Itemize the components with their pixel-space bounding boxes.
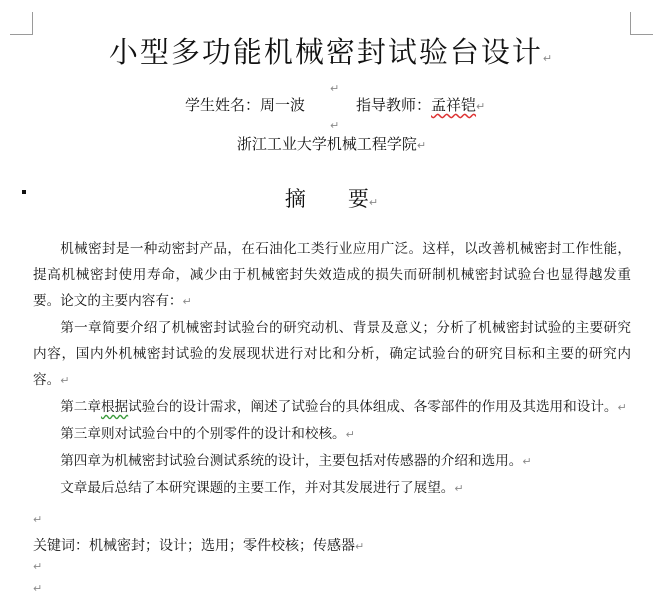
abstract-paragraph[interactable] [33, 236, 631, 315]
paragraph-mark: ↵ [355, 540, 365, 553]
paragraph-text: 文章最后总结了本研究课题的主要工作，并对其发展进行了展望。 [60, 480, 455, 496]
institution[interactable]: 浙江工业大学机械工程学院 [236, 135, 417, 153]
document-title-line[interactable] [0, 30, 663, 71]
abstract-body[interactable] [33, 236, 631, 502]
document-title[interactable]: 小型多功能机械密封试验台设计 [108, 35, 543, 69]
advisor-line[interactable] [356, 94, 485, 115]
paragraph-mark: ↵ [416, 139, 427, 152]
abstract-paragraph[interactable] [33, 448, 631, 475]
abstract-paragraph[interactable] [33, 475, 631, 502]
keywords[interactable]: 关键词：机械密封；设计；选用；零件校核；传感器 [33, 538, 355, 554]
paragraph-mark: ↵ [522, 455, 532, 468]
advisor-name[interactable]: 孟祥铠 [431, 96, 477, 114]
paragraph-mark: ↵ [542, 52, 555, 65]
paragraph-mark: ↵ [476, 100, 486, 113]
paragraph-mark: ↵ [60, 374, 70, 387]
empty-paragraph-mark: ↵ [33, 560, 43, 573]
empty-paragraph-mark: ↵ [33, 582, 43, 595]
abstract-paragraph[interactable] [33, 394, 631, 421]
keywords-line[interactable] [33, 535, 364, 555]
paragraph-mark: ↵ [454, 482, 464, 495]
paragraph-mark: ↵ [330, 119, 340, 132]
paragraph-text: 第三章则对试验台中的个别零件的设计和校核。 [60, 426, 346, 442]
paragraph-mark: ↵ [368, 196, 379, 209]
abstract-heading-char-2: 要 [347, 187, 369, 211]
student-name[interactable]: 周一波 [260, 96, 306, 114]
abstract-heading[interactable] [0, 183, 663, 213]
paragraph-text: 第四章为机械密封试验台测试系统的设计，主要包括对传感器的介绍和选用。 [60, 453, 523, 469]
empty-paragraph-mark: ↵ [33, 513, 43, 526]
paragraph-text: 第一章简要介绍了机械密封试验台的研究动机、背景及意义；分析了机械密封试验的主要研究内容，国内外机械密封试验的发展现状进行对比和分析，确定试验台的研究目标和主要的研究内容。 [33, 320, 631, 388]
advisor-label: 指导教师： [356, 96, 432, 114]
paragraph-mark: ↵ [330, 82, 340, 95]
paragraph-mark: ↵ [617, 401, 627, 414]
institution-line[interactable] [0, 133, 663, 154]
paragraph-mark: ↵ [182, 295, 192, 308]
paragraph-mark: ↵ [345, 428, 355, 441]
student-label: 学生姓名： [185, 96, 261, 114]
student-line[interactable] [185, 94, 305, 115]
paragraph-text: 机械密封是一种动密封产品，在石油化工类行业应用广泛。这样，以改善机械密封工作性能，提高机械密封使用寿命，减少由于机械密封失效造成的损失而研制机械密封试验台也显得越发重要。论文的主要内容有： [33, 241, 631, 309]
paragraph-text: 第二章 [60, 399, 101, 415]
abstract-paragraph[interactable] [33, 421, 631, 448]
abstract-paragraph[interactable] [33, 315, 631, 394]
paragraph-text: 试验台的设计需求，阐述了试验台的具体组成、各零部件的作用及其选用和设计。 [128, 399, 618, 415]
abstract-heading-char-1: 摘 [284, 187, 306, 211]
grammar-flag[interactable]: 根据 [100, 399, 129, 415]
